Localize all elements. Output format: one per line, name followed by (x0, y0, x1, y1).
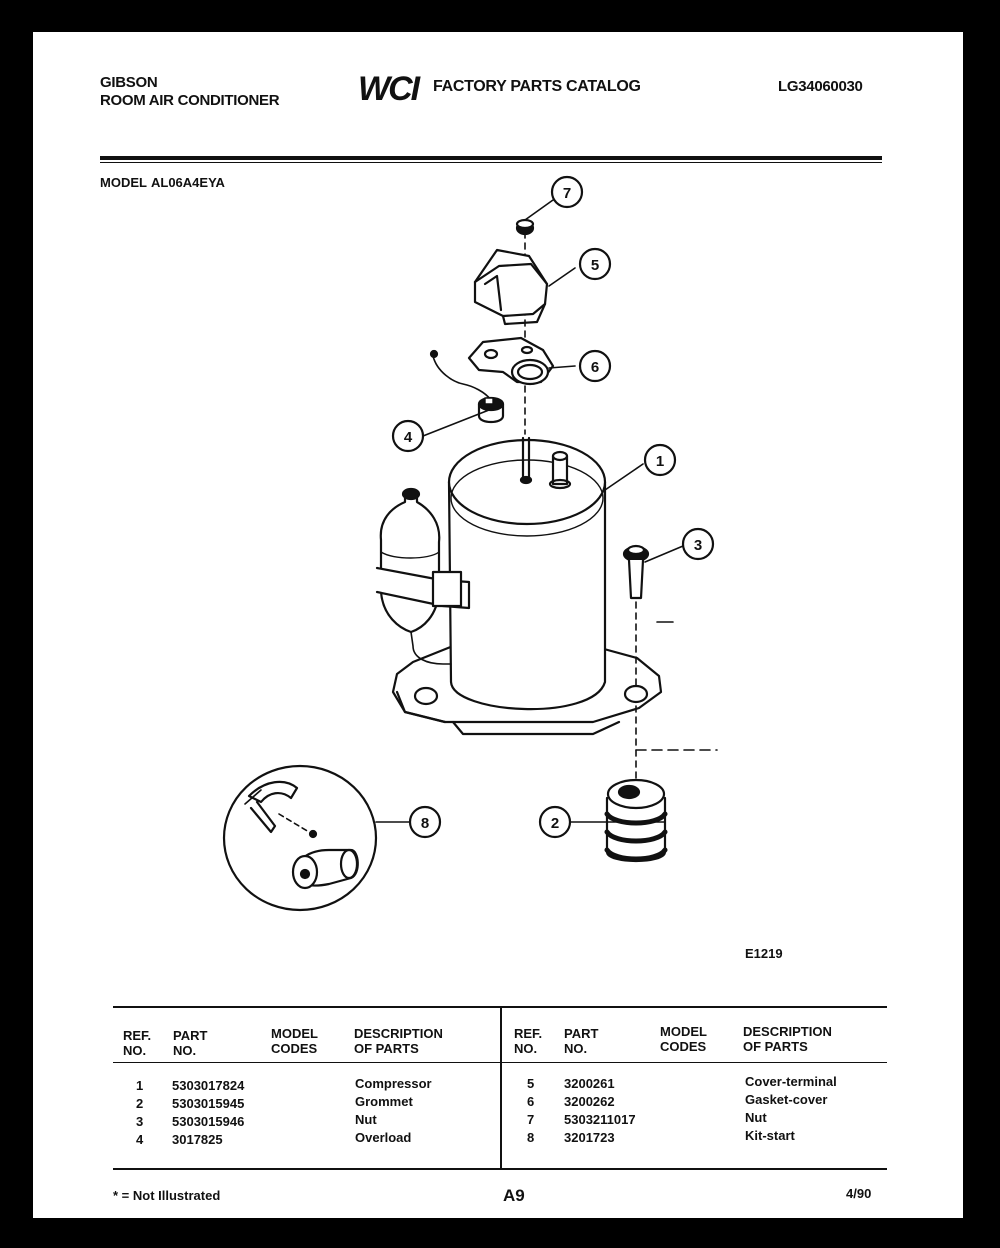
row-ref: 6 (527, 1094, 535, 1109)
part-7-nut-icon (517, 220, 533, 234)
row-part-no: 5303015945 (172, 1096, 245, 1111)
callout-2: 2 (550, 815, 560, 832)
row-part-no: 3201723 (564, 1130, 615, 1145)
part-2-grommet-icon (607, 780, 665, 861)
header-model-codes-left: MODEL CODES (271, 1026, 318, 1056)
row-description: Cover-terminal (745, 1074, 837, 1089)
row-description: Gasket-cover (745, 1092, 828, 1107)
callout-1: 1 (655, 453, 665, 470)
page-number: A9 (503, 1186, 525, 1205)
row-ref: 4 (136, 1132, 144, 1147)
header-part-no-right: PART NO. (564, 1026, 599, 1056)
model-number: AL06A4EYA (151, 175, 225, 190)
header-description-right: DESCRIPTION OF PARTS (743, 1024, 832, 1054)
row-part-no: 5303015946 (172, 1114, 245, 1129)
figure-code: E1219 (745, 946, 783, 961)
row-part-no: 5303017824 (172, 1078, 245, 1093)
not-illustrated-note: * = Not Illustrated (113, 1188, 221, 1203)
part-1-compressor-icon (377, 438, 661, 734)
table-header-rule (113, 1062, 887, 1063)
row-description: Nut (745, 1110, 767, 1125)
row-description: Nut (355, 1112, 377, 1127)
row-part-no: 3200262 (564, 1094, 615, 1109)
row-part-no: 3017825 (172, 1132, 223, 1147)
callout-6: 6 (590, 359, 600, 376)
table-bottom-rule (113, 1168, 887, 1170)
callout-4: 4 (403, 429, 413, 446)
row-description: Kit-start (745, 1128, 795, 1143)
row-part-no: 3200261 (564, 1076, 615, 1091)
revision-date: 4/90 (846, 1186, 872, 1201)
catalog-code: LG34060030 (778, 78, 863, 95)
header-ref-no-left: REF. NO. (123, 1028, 152, 1058)
model-label: MODEL (100, 175, 147, 190)
row-description: Grommet (355, 1094, 413, 1109)
catalog-page (33, 32, 963, 1218)
header-part-no-left: PART NO. (173, 1028, 208, 1058)
row-part-no: 5303211017 (564, 1112, 636, 1127)
table-center-divider (500, 1006, 502, 1168)
part-5-terminal-cover-icon (475, 250, 547, 324)
product-name: ROOM AIR CONDITIONER (100, 92, 280, 109)
callout-7: 7 (562, 185, 572, 202)
callout-5: 5 (590, 257, 600, 274)
callout-3: 3 (693, 537, 703, 554)
row-ref: 8 (527, 1130, 535, 1145)
row-ref: 7 (527, 1112, 535, 1127)
row-ref: 1 (136, 1078, 144, 1093)
header-ref-no-right: REF. NO. (514, 1026, 543, 1056)
callout-8: 8 (420, 815, 430, 832)
exploded-parts-diagram (33, 32, 963, 932)
wci-logo: WCI (358, 70, 419, 108)
part-6-cover-gasket-icon (469, 338, 553, 384)
row-ref: 5 (527, 1076, 535, 1091)
part-3-mount-nut-icon (624, 546, 648, 598)
part-8-start-kit-icon (224, 766, 376, 910)
row-description: Overload (355, 1130, 412, 1145)
header-model-codes-right: MODEL CODES (660, 1024, 707, 1054)
brand-name: GIBSON (100, 74, 158, 91)
row-ref: 3 (136, 1114, 144, 1129)
catalog-title: FACTORY PARTS CATALOG (433, 78, 641, 95)
row-description: Compressor (355, 1076, 432, 1091)
row-ref: 2 (136, 1096, 144, 1111)
header-description-left: DESCRIPTION OF PARTS (354, 1026, 443, 1056)
